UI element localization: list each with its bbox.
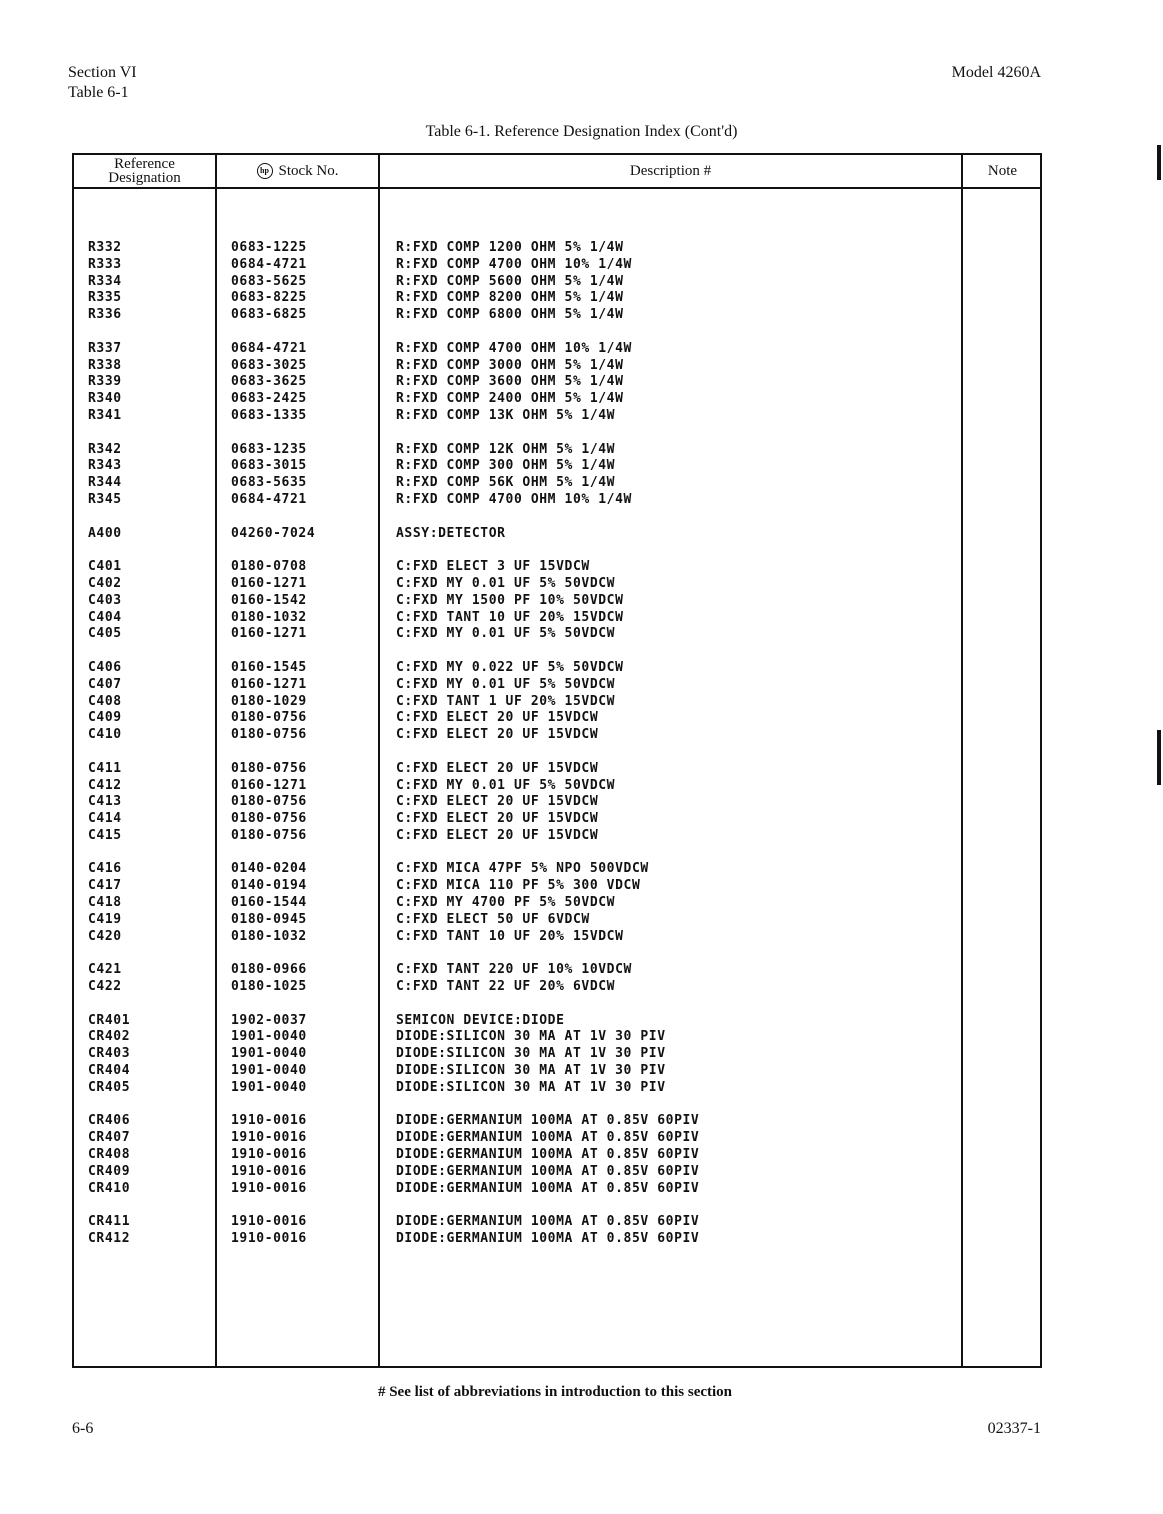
- column-header-stock-label: Stock No.: [278, 163, 339, 179]
- table-row: [74, 710, 1042, 727]
- description-cell: R:FXD COMP 56K OHM 5% 1/4W: [396, 475, 616, 491]
- stock-number-cell: 0684-4721: [231, 340, 307, 356]
- description-cell: C:FXD TANT 220 UF 10% 10VDCW: [396, 962, 632, 978]
- model-label: Model 4260A: [951, 64, 1041, 81]
- stock-number-cell: 1910-0016: [231, 1147, 307, 1163]
- stock-number-cell: 0180-0756: [231, 760, 307, 776]
- description-cell: C:FXD ELECT 3 UF 15VDCW: [396, 559, 590, 575]
- stock-number-cell: 0160-1544: [231, 895, 307, 911]
- table-row: [74, 761, 1042, 778]
- description-cell: C:FXD TANT 10 UF 20% 15VDCW: [396, 928, 624, 944]
- reference-cell: R344: [88, 475, 122, 491]
- description-cell: C:FXD MY 1500 PF 10% 50VDCW: [396, 592, 624, 608]
- description-cell: R:FXD COMP 13K OHM 5% 1/4W: [396, 407, 616, 423]
- description-cell: DIODE:GERMANIUM 100MA AT 0.85V 60PIV: [396, 1163, 700, 1179]
- stock-number-cell: 0683-8225: [231, 290, 307, 306]
- reference-cell: C415: [88, 827, 122, 843]
- description-cell: R:FXD COMP 4700 OHM 10% 1/4W: [396, 256, 632, 272]
- stock-number-cell: 1910-0016: [231, 1214, 307, 1230]
- stock-number-cell: 0140-0204: [231, 861, 307, 877]
- description-cell: R:FXD COMP 300 OHM 5% 1/4W: [396, 458, 616, 474]
- reference-cell: C418: [88, 895, 122, 911]
- column-header-description: Description #: [629, 163, 712, 179]
- table-row: [74, 576, 1042, 593]
- reference-cell: C409: [88, 710, 122, 726]
- description-cell: R:FXD COMP 4700 OHM 10% 1/4W: [396, 340, 632, 356]
- description-cell: DIODE:SILICON 30 MA AT 1V 30 PIV: [396, 1046, 666, 1062]
- table-row: [74, 391, 1042, 408]
- reference-cell: C412: [88, 777, 122, 793]
- description-cell: R:FXD COMP 6800 OHM 5% 1/4W: [396, 307, 624, 323]
- reference-cell: CR407: [88, 1130, 131, 1146]
- description-cell: R:FXD COMP 4700 OHM 10% 1/4W: [396, 491, 632, 507]
- reference-cell: C414: [88, 811, 122, 827]
- row-group: [74, 761, 1042, 845]
- stock-number-cell: 1910-0016: [231, 1231, 307, 1247]
- footnote: # See list of abbreviations in introduction to this section: [377, 1384, 733, 1400]
- stock-number-cell: 0160-1545: [231, 659, 307, 675]
- reference-cell: R338: [88, 357, 122, 373]
- description-cell: SEMICON DEVICE:DIODE: [396, 1012, 565, 1028]
- description-cell: C:FXD MY 0.01 UF 5% 50VDCW: [396, 777, 616, 793]
- table-row: [74, 1214, 1042, 1231]
- stock-number-cell: 0160-1271: [231, 575, 307, 591]
- description-cell: C:FXD ELECT 20 UF 15VDCW: [396, 794, 599, 810]
- stock-number-cell: 0180-0756: [231, 811, 307, 827]
- table-row: [74, 1046, 1042, 1063]
- scan-edge-mark: [1157, 730, 1161, 785]
- table-row: [74, 1164, 1042, 1181]
- table-row: [74, 794, 1042, 811]
- stock-number-cell: 0683-1235: [231, 441, 307, 457]
- table-row: [74, 1013, 1042, 1030]
- reference-cell: C422: [88, 979, 122, 995]
- table-row: [74, 962, 1042, 979]
- table-row: [74, 1181, 1042, 1198]
- stock-number-cell: 0683-6825: [231, 307, 307, 323]
- description-cell: DIODE:GERMANIUM 100MA AT 0.85V 60PIV: [396, 1180, 700, 1196]
- description-cell: C:FXD ELECT 20 UF 15VDCW: [396, 827, 599, 843]
- description-cell: DIODE:GERMANIUM 100MA AT 0.85V 60PIV: [396, 1231, 700, 1247]
- column-header-reference-designation: [74, 155, 215, 187]
- reference-cell: C421: [88, 962, 122, 978]
- stock-number-cell: 1902-0037: [231, 1012, 307, 1028]
- stock-number-cell: 0180-0756: [231, 794, 307, 810]
- header-divider: [74, 187, 1040, 189]
- stock-number-cell: 0683-5635: [231, 475, 307, 491]
- stock-number-cell: 1901-0040: [231, 1079, 307, 1095]
- description-cell: C:FXD TANT 1 UF 20% 15VDCW: [396, 693, 616, 709]
- reference-cell: C404: [88, 609, 122, 625]
- row-group: [74, 1214, 1042, 1248]
- stock-number-cell: 0683-3625: [231, 374, 307, 390]
- reference-cell: R337: [88, 340, 122, 356]
- table-row: [74, 929, 1042, 946]
- row-group: [74, 962, 1042, 996]
- reference-cell: R340: [88, 391, 122, 407]
- reference-cell: C419: [88, 911, 122, 927]
- scan-edge-mark: [1157, 145, 1161, 180]
- description-cell: R:FXD COMP 12K OHM 5% 1/4W: [396, 441, 616, 457]
- reference-cell: CR406: [88, 1113, 131, 1129]
- reference-cell: C416: [88, 861, 122, 877]
- description-cell: ASSY:DETECTOR: [396, 525, 506, 541]
- hp-logo-icon: hp: [257, 163, 273, 179]
- table-title: Table 6-1. Reference Designation Index (Cont'd): [425, 123, 738, 140]
- table-row: [74, 408, 1042, 425]
- stock-number-cell: 0180-0756: [231, 727, 307, 743]
- table-row: [74, 861, 1042, 878]
- row-group: [74, 660, 1042, 744]
- description-cell: DIODE:SILICON 30 MA AT 1V 30 PIV: [396, 1063, 666, 1079]
- description-cell: C:FXD ELECT 20 UF 15VDCW: [396, 811, 599, 827]
- reference-designation-table: [72, 153, 1042, 1368]
- stock-number-cell: 04260-7024: [231, 525, 316, 541]
- table-row: [74, 240, 1042, 257]
- reference-cell: R336: [88, 307, 122, 323]
- reference-cell: C405: [88, 626, 122, 642]
- description-cell: DIODE:GERMANIUM 100MA AT 0.85V 60PIV: [396, 1113, 700, 1129]
- table-row: [74, 694, 1042, 711]
- stock-number-cell: 0683-1335: [231, 407, 307, 423]
- reference-cell: C410: [88, 727, 122, 743]
- reference-cell: CR403: [88, 1046, 131, 1062]
- description-cell: C:FXD MY 4700 PF 5% 50VDCW: [396, 895, 616, 911]
- row-group: [74, 1013, 1042, 1097]
- table-row: [74, 727, 1042, 744]
- reference-cell: R343: [88, 458, 122, 474]
- header-left: [68, 63, 137, 103]
- reference-cell: R342: [88, 441, 122, 457]
- row-group: [74, 442, 1042, 509]
- table-row: [74, 307, 1042, 324]
- table-row: [74, 374, 1042, 391]
- table-row: [74, 610, 1042, 627]
- table-row: [74, 1113, 1042, 1130]
- reference-cell: R333: [88, 256, 122, 272]
- description-cell: C:FXD MY 0.022 UF 5% 50VDCW: [396, 659, 624, 675]
- table-row: [74, 1147, 1042, 1164]
- stock-number-cell: 1910-0016: [231, 1180, 307, 1196]
- stock-number-cell: 0683-3025: [231, 357, 307, 373]
- reference-cell: C420: [88, 928, 122, 944]
- table-row: [74, 442, 1042, 459]
- description-cell: C:FXD ELECT 20 UF 15VDCW: [396, 710, 599, 726]
- table-ref-label: Table 6-1: [68, 84, 129, 101]
- description-cell: R:FXD COMP 5600 OHM 5% 1/4W: [396, 273, 624, 289]
- table-row: [74, 626, 1042, 643]
- reference-cell: CR411: [88, 1214, 131, 1230]
- stock-number-cell: 1910-0016: [231, 1113, 307, 1129]
- stock-number-cell: 0160-1271: [231, 626, 307, 642]
- stock-number-cell: 0160-1271: [231, 676, 307, 692]
- table-row: [74, 1029, 1042, 1046]
- description-cell: DIODE:GERMANIUM 100MA AT 0.85V 60PIV: [396, 1214, 700, 1230]
- table-row: [74, 1231, 1042, 1248]
- table-row: [74, 593, 1042, 610]
- description-cell: R:FXD COMP 2400 OHM 5% 1/4W: [396, 391, 624, 407]
- table-row: [74, 1130, 1042, 1147]
- stock-number-cell: 0683-3015: [231, 458, 307, 474]
- reference-cell: C403: [88, 592, 122, 608]
- stock-number-cell: 0160-1542: [231, 592, 307, 608]
- stock-number-cell: 0180-1032: [231, 928, 307, 944]
- page-number: 6-6: [72, 1420, 94, 1437]
- column-header-note: Note: [987, 163, 1018, 179]
- stock-number-cell: 1901-0040: [231, 1063, 307, 1079]
- description-cell: C:FXD TANT 10 UF 20% 15VDCW: [396, 609, 624, 625]
- description-cell: C:FXD MICA 47PF 5% NPO 500VDCW: [396, 861, 649, 877]
- reference-cell: C402: [88, 575, 122, 591]
- reference-cell: CR410: [88, 1180, 131, 1196]
- reference-cell: R339: [88, 374, 122, 390]
- table-body: [74, 240, 1042, 1265]
- description-cell: C:FXD MY 0.01 UF 5% 50VDCW: [396, 626, 616, 642]
- row-group: [74, 341, 1042, 425]
- description-cell: C:FXD ELECT 20 UF 15VDCW: [396, 760, 599, 776]
- stock-number-cell: 0683-2425: [231, 391, 307, 407]
- stock-number-cell: 0180-0756: [231, 710, 307, 726]
- row-group: [74, 861, 1042, 945]
- stock-number-cell: 0140-0194: [231, 878, 307, 894]
- reference-cell: R341: [88, 407, 122, 423]
- reference-cell: CR405: [88, 1079, 131, 1095]
- stock-number-cell: 0180-0756: [231, 827, 307, 843]
- reference-cell: C407: [88, 676, 122, 692]
- table-row: [74, 912, 1042, 929]
- stock-number-cell: 0180-0966: [231, 962, 307, 978]
- stock-number-cell: 0180-0708: [231, 559, 307, 575]
- table-row: [74, 492, 1042, 509]
- table-row: [74, 1080, 1042, 1097]
- stock-number-cell: 0684-4721: [231, 491, 307, 507]
- table-row: [74, 526, 1042, 543]
- description-cell: R:FXD COMP 1200 OHM 5% 1/4W: [396, 240, 624, 255]
- reference-cell: R335: [88, 290, 122, 306]
- stock-number-cell: 1901-0040: [231, 1046, 307, 1062]
- reference-cell: C413: [88, 794, 122, 810]
- row-group: [74, 240, 1042, 324]
- table-row: [74, 341, 1042, 358]
- table-row: [74, 458, 1042, 475]
- table-row: [74, 677, 1042, 694]
- row-group: [74, 1113, 1042, 1197]
- reference-cell: CR404: [88, 1063, 131, 1079]
- table-row: [74, 660, 1042, 677]
- reference-cell: C408: [88, 693, 122, 709]
- reference-cell: CR408: [88, 1147, 131, 1163]
- table-row: [74, 559, 1042, 576]
- reference-cell: C406: [88, 659, 122, 675]
- column-header-ref-line2: Designation: [108, 170, 181, 186]
- reference-cell: CR409: [88, 1163, 131, 1179]
- table-row: [74, 290, 1042, 307]
- description-cell: C:FXD ELECT 20 UF 15VDCW: [396, 727, 599, 743]
- description-cell: C:FXD MY 0.01 UF 5% 50VDCW: [396, 676, 616, 692]
- table-row: [74, 828, 1042, 845]
- description-cell: R:FXD COMP 8200 OHM 5% 1/4W: [396, 290, 624, 306]
- table-row: [74, 257, 1042, 274]
- reference-cell: R334: [88, 273, 122, 289]
- reference-cell: A400: [88, 525, 122, 541]
- description-cell: R:FXD COMP 3600 OHM 5% 1/4W: [396, 374, 624, 390]
- description-cell: DIODE:SILICON 30 MA AT 1V 30 PIV: [396, 1079, 666, 1095]
- document-number: 02337-1: [987, 1420, 1041, 1437]
- row-group: [74, 559, 1042, 643]
- description-cell: C:FXD TANT 22 UF 20% 6VDCW: [396, 979, 616, 995]
- column-header-ref-line1: Reference: [114, 156, 175, 172]
- table-row: [74, 358, 1042, 375]
- row-group: [74, 526, 1042, 543]
- stock-number-cell: 0684-4721: [231, 256, 307, 272]
- description-cell: DIODE:SILICON 30 MA AT 1V 30 PIV: [396, 1029, 666, 1045]
- stock-number-cell: 0683-5625: [231, 273, 307, 289]
- reference-cell: C411: [88, 760, 122, 776]
- reference-cell: CR402: [88, 1029, 131, 1045]
- reference-cell: CR401: [88, 1012, 131, 1028]
- table-row: [74, 811, 1042, 828]
- stock-number-cell: 1901-0040: [231, 1029, 307, 1045]
- description-cell: C:FXD ELECT 50 UF 6VDCW: [396, 911, 590, 927]
- stock-number-cell: 0180-0945: [231, 911, 307, 927]
- description-cell: DIODE:GERMANIUM 100MA AT 0.85V 60PIV: [396, 1147, 700, 1163]
- column-header-stock-no: [217, 155, 378, 187]
- description-cell: DIODE:GERMANIUM 100MA AT 0.85V 60PIV: [396, 1130, 700, 1146]
- stock-number-cell: 0160-1271: [231, 777, 307, 793]
- table-row: [74, 475, 1042, 492]
- stock-number-cell: 0180-1032: [231, 609, 307, 625]
- table-row: [74, 274, 1042, 291]
- reference-cell: R345: [88, 491, 122, 507]
- reference-cell: CR412: [88, 1231, 131, 1247]
- reference-cell: R332: [88, 240, 122, 255]
- table-row: [74, 895, 1042, 912]
- section-label: Section VI: [68, 64, 137, 81]
- stock-number-cell: 1910-0016: [231, 1130, 307, 1146]
- stock-number-cell: 1910-0016: [231, 1163, 307, 1179]
- stock-number-cell: 0683-1225: [231, 240, 307, 255]
- table-row: [74, 979, 1042, 996]
- description-cell: R:FXD COMP 3000 OHM 5% 1/4W: [396, 357, 624, 373]
- table-row: [74, 1063, 1042, 1080]
- reference-cell: C401: [88, 559, 122, 575]
- reference-cell: C417: [88, 878, 122, 894]
- table-row: [74, 778, 1042, 795]
- stock-number-cell: 0180-1029: [231, 693, 307, 709]
- stock-number-cell: 0180-1025: [231, 979, 307, 995]
- description-cell: C:FXD MICA 110 PF 5% 300 VDCW: [396, 878, 641, 894]
- table-row: [74, 878, 1042, 895]
- description-cell: C:FXD MY 0.01 UF 5% 50VDCW: [396, 575, 616, 591]
